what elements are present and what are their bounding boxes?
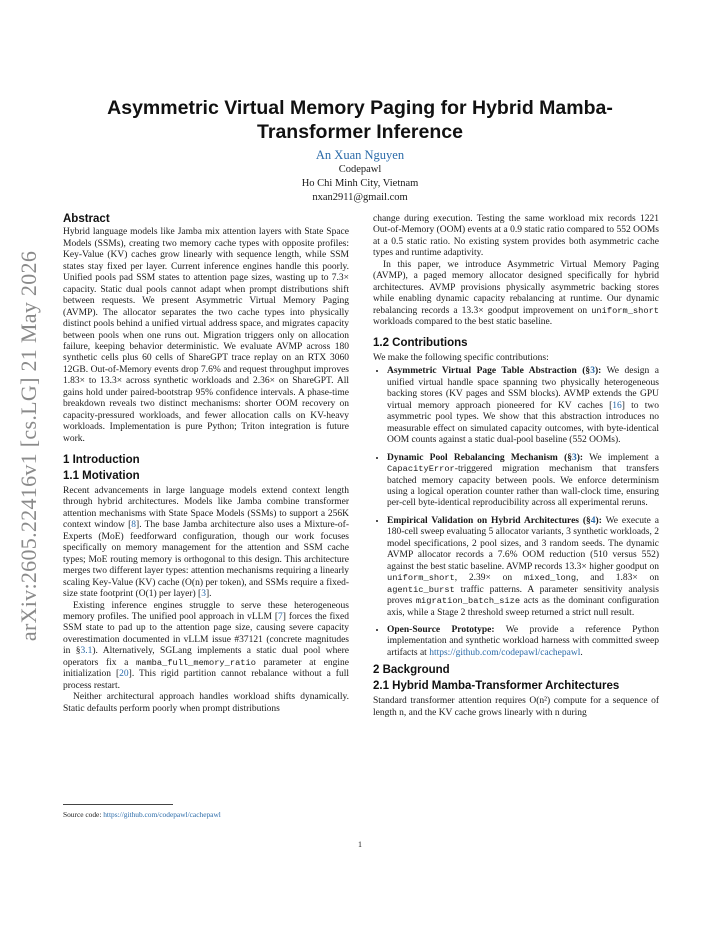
contribution-item: • Dynamic Pool Rebalancing Mechanism (§3): We implement a CapacityError-triggered migration mechanism that transfers batched memory capacity between pools. We enforce determinism using a logical operation counter rather than wall-clock time, ensuring per-cell byte-identical reproducibility across all experimental reruns. — [387, 453, 659, 510]
arxiv-identifier-text: arXiv:2605.22416v1 [cs.LG] 21 May 2026 — [16, 250, 41, 642]
author-email: nxan2911@gmail.com — [312, 192, 408, 203]
section-reference-link[interactable]: 3.1 — [80, 646, 93, 657]
intro-paragraph-1: Recent advancements in large language models extend context length through hybrid architectures. Models like Jamba combine transformer attention mechanisms with State Space Models (SSMs) to support a 256K context window [8]. The base Jamba architecture also uses a Mixture-of-Experts (MoE) feedforward configuration, though our work focuses specifically on memory management for the attention and SSM cache types; MoE routing memory is orthogonal to this design. This architecture merges two different layer types: attention mechanisms requiring a linearly scaling Key-Value (KV) cache (O(n) per token), and SSMs require a fixed-size state footprint (O(1) per layer) [3]. — [63, 485, 349, 600]
footnote: Source code: https://github.com/codepawl/cachepawl — [63, 810, 221, 819]
citation-link[interactable]: 7 — [277, 611, 283, 622]
paper-title: Asymmetric Virtual Memory Paging for Hybrid Mamba-Transformer Inference — [107, 97, 613, 143]
author-name: An Xuan Nguyen — [315, 148, 405, 162]
contributions-lead: We make the following specific contributions: — [373, 352, 549, 363]
right-column — [373, 214, 659, 719]
inline-code: uniform_short — [387, 573, 455, 584]
citation-link[interactable]: 3 — [201, 589, 206, 600]
section-reference-link[interactable]: 3 — [590, 366, 595, 377]
abstract-heading: Abstract — [63, 213, 110, 225]
inline-code: uniform_short — [591, 305, 659, 316]
abstract-text: Hybrid language models like Jamba mix attention layers with State Space Models (SSMs), creating two memory cache types with opposite profiles: Key-Value (KV) caches grow linearly with sequence length, while SSM states stay fixed per layer. Current inference engines handle this poorly. Unified pools pad SSM states to attention page sizes, wasting up to 7.3× capacity. Static dual pools cannot adapt when prompt distributions shift between requests. We present Asymmetric Virtual Memory Paging (AVMP). The allocator separates the two cache types into physically distinct pools behind a unified virtual address space, and migrates capacity between pools when one runs out. Migration triggers only on allocation failure, keeping behavior deterministic. We evaluate AVMP across 180 synthetic cells plus 60 cells of ShareGPT trace replay on an RTX 3060 12GB. Out-of-Memory events drop 7.6% and request throughput improves 1.83× to 13.3× across synthetic workloads and 2.36× on ShareGPT. All gains hold under paired-bootstrap 95% confidence intervals. A phase-time breakdown reveals two distinct mechanisms: shorter OOM recovery on capacity-pressured workloads, and fewer allocation calls on KV-heavy workloads. Implementation is pure Python; Triton integration is future work. — [63, 227, 349, 444]
author-block — [60, 148, 660, 205]
author-affiliation: Codepawl — [338, 164, 382, 175]
page-number: 1 — [358, 840, 362, 849]
left-column — [63, 214, 349, 715]
section-reference-link[interactable]: 3 — [572, 452, 577, 463]
citation-link[interactable]: 20 — [119, 669, 129, 680]
author-location: Ho Chi Minh City, Vietnam — [301, 178, 419, 189]
arxiv-identifier-sidebar — [10, 226, 48, 666]
contribution-item: • Asymmetric Virtual Page Table Abstraction (§3): We design a unified virtual handle space spanning two physically heterogeneous backing stores (KV pages and SSM blocks). AVMP extends the GPU virtual memory approach pioneered for KV caches [16] to two asymmetric pool types. We show that this abstraction introduces no measurable effect on simulated capacity outcomes, with byte-identical OOM counts against a static dual-pool baseline (552 OOMs). — [387, 366, 659, 446]
background-heading: 2 Background — [373, 664, 450, 677]
inline-code: CapacityError — [387, 464, 455, 475]
citation-link[interactable]: 8 — [131, 520, 137, 531]
paper-intro-paragraph: In this paper, we introduce Asymmetric Virtual Memory Paging (AVMP), a paged memory allocator designed specifically for hybrid architectures. AVMP provisions physically asymmetric backing stores while enabling dynamic capacity rebalancing at runtime. Our dynamic rebalancing records a 13.3× goodput improvement on uniform_short workloads compared to the best static baseline. — [373, 259, 659, 328]
inline-code: migration_batch_size — [415, 596, 521, 607]
contributions-heading: 1.2 Contributions — [373, 336, 468, 349]
inline-code: agentic_burst — [387, 584, 455, 595]
section-reference-link[interactable]: 4 — [590, 515, 596, 526]
repository-link[interactable]: https://github.com/codepawl/cachepawl — [429, 647, 581, 658]
intro-paragraph-2: Existing inference engines struggle to serve these heterogeneous memory profiles. The unified pool approach in vLLM [7] forces the fixed SSM state to pad up to the attention page size, causing severe capacity overestimation documented in vLLM issue #37121 (concrete magnitudes in §3.1). Alternatively, SGLang implements a static dual pool where operators fix a mamba_full_memory_ratio parameter at engine initialization [20]. This rigid partition cannot rebalance without a full process restart. — [63, 600, 349, 691]
citation-link[interactable]: 16 — [612, 400, 622, 411]
footnote-rule — [63, 804, 173, 805]
contribution-item: • Empirical Validation on Hybrid Architectures (§4): We execute a 180-cell sweep evaluating 5 allocator variants, 3 synthetic workloads, 2 model specifications, 2 pool sizes, and 3 random seeds. The dynamic AVMP allocator records a 7.6% OOM reduction (510 versus 552) against the best static baseline. AVMP records 13.3× higher goodput on uniform_short, 2.39× on mixed_long, and 1.83× on agentic_burst traffic patterns. A parameter sensitivity analysis proves migration_batch_size acts as the dominant configuration axis, while a Stage 2 threshold sweep returned a strict null result. — [387, 516, 659, 619]
intro-heading: 1 Introduction — [63, 454, 140, 467]
hybrid-architectures-heading: 2.1 Hybrid Mamba-Transformer Architectures — [373, 679, 620, 692]
contribution-item: • Open-Source Prototype: We provide a reference Python implementation and synthetic workload harness with committed sweep artifacts at https://github.com/codepawl/cachepawl. — [387, 625, 659, 659]
contributions-list — [373, 366, 659, 659]
continued-paragraph: change during execution. Testing the same workload mix records 1221 Out-of-Memory (OOM) events at a 0.9 static ratio compared to 552 OOMs at a 0.5 static ratio. No existing system provides both asymmetric cache types and runtime adaptivity. — [373, 214, 659, 259]
inline-code: mamba_full_memory_ratio — [136, 657, 256, 668]
inline-code: mixed_long — [523, 573, 577, 584]
motivation-heading: 1.1 Motivation — [63, 469, 140, 482]
footnote-link[interactable]: https://github.com/codepawl/cachepawl — [103, 810, 221, 819]
intro-paragraph-3: Neither architectural approach handles workload shifts dynamically. Static defaults perform poorly when prompt distributions — [63, 692, 349, 714]
background-text: Standard transformer attention requires O(n²) compute for a sequence of length n, and the KV cache grows linearly with n during — [373, 696, 659, 718]
